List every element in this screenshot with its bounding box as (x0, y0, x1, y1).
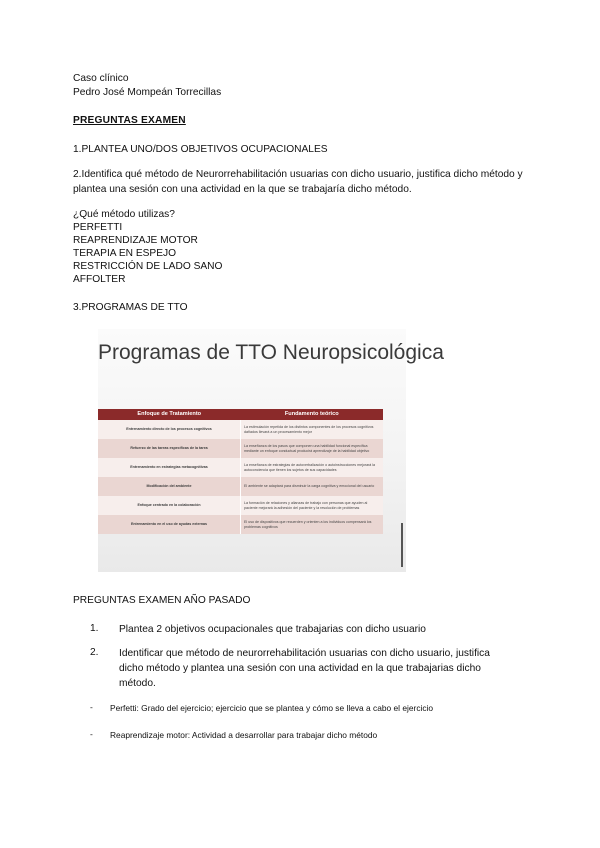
question-1: 1.PLANTEA UNO/DOS OBJETIVOS OCUPACIONALES (73, 144, 328, 155)
table-row (98, 439, 383, 458)
method-item: PERFETTI (73, 222, 123, 233)
table-cell: Entrenamiento directo de los procesos cognitivos (98, 420, 241, 439)
method-item: AFFOLTER (73, 274, 126, 285)
past-exam-title: PREGUNTAS EXAMEN AÑO PASADO (73, 595, 251, 606)
section-title: PREGUNTAS EXAMEN (73, 115, 186, 126)
table-row (98, 515, 383, 534)
table-cell: La formación de relaciones y alianzas de trabajo con personas que ayuden al paciente mejorará la adhesión del paciente y la resolución de problemas (241, 496, 384, 515)
list-number: 1. (90, 623, 99, 634)
treatment-table (98, 409, 383, 534)
list-item: Plantea 2 objetivos ocupacionales que trabajarias con dicho usuario (119, 624, 426, 635)
bullet-mark: - (90, 729, 93, 739)
table-cell: Modificación del ambiente (98, 477, 241, 496)
table-cell: La enseñanza de estrategias de autoverbalización o autoinstrucciones mejorará la autoconciencia que tienen los sujetos de sus capacidades (241, 458, 384, 477)
table-header: Fundamento teórico (241, 409, 384, 420)
bullet-item: Reaprendizaje motor: Actividad a desarrollar para trabajar dicho método (110, 730, 378, 740)
slide-title: Programas de TTO Neuropsicológica (98, 341, 444, 364)
table-row (98, 420, 383, 439)
bullet-item: Perfetti: Grado del ejercicio; ejercicio que se plantea y cómo se lleva a cabo el ejercicio (110, 703, 434, 713)
question-3: 3.PROGRAMAS DE TTO (73, 302, 188, 313)
method-item: RESTRICCIÓN DE LADO SANO (73, 261, 223, 272)
table-cell: Refuerzo de las tareas específicas de la tarea (98, 439, 241, 458)
table-cell: Enfoque centrado en la colaboración (98, 496, 241, 515)
table-cell: La estimulación repetida de los distintos componentes de los procesos cognitivos dañados llevará a un procesamiento mejor (241, 420, 384, 439)
bullet-mark: - (90, 702, 93, 712)
table-cell: El uso de dispositivos que recuerden y orienten a los individuos compensará los problemas cognitivos (241, 515, 384, 534)
table-header: Enfoque de Tratamiento (98, 409, 241, 420)
author-name: Pedro José Mompeán Torrecillas (73, 87, 222, 98)
table-cell: La enseñanza de los pasos que componen una habilidad funcional específica mediante un enfoque conductual producirá aprendizaje de la habilidad objetivo (241, 439, 384, 458)
past-questions-list (73, 622, 533, 702)
table-row (98, 496, 383, 515)
slide-scroll-edge (401, 523, 403, 567)
list-number: 2. (90, 647, 99, 658)
list-item: Identificar que método de neurorrehabilitación usuarias con dicho usuario, justifica dicho método y plantea una sesión con una actividad en la que trabajarias dicho método. (119, 648, 490, 689)
question-2: 2.Identifica qué método de Neurorrehabilitación usuarias con dicho usuario, justifica dicho método y plantea una sesión con una actividad en la que se trabajaría dicho método. (73, 169, 523, 195)
method-item: TERAPIA EN ESPEJO (73, 248, 177, 259)
table-cell: Entrenamiento en el uso de ayudas externas (98, 515, 241, 534)
table-cell: El ambiente se adaptará para disminuir la carga cognitiva y emocional del usuario (241, 477, 384, 496)
table-row (98, 477, 383, 496)
method-question: ¿Qué método utilizas? (73, 209, 175, 220)
method-item: REAPRENDIZAJE MOTOR (73, 235, 198, 246)
slide-image (98, 329, 444, 572)
notes-list (73, 702, 533, 742)
table-cell: Entrenamiento en estrategias metacognitivas (98, 458, 241, 477)
table-row (98, 458, 383, 477)
case-label: Caso clínico (73, 73, 129, 84)
